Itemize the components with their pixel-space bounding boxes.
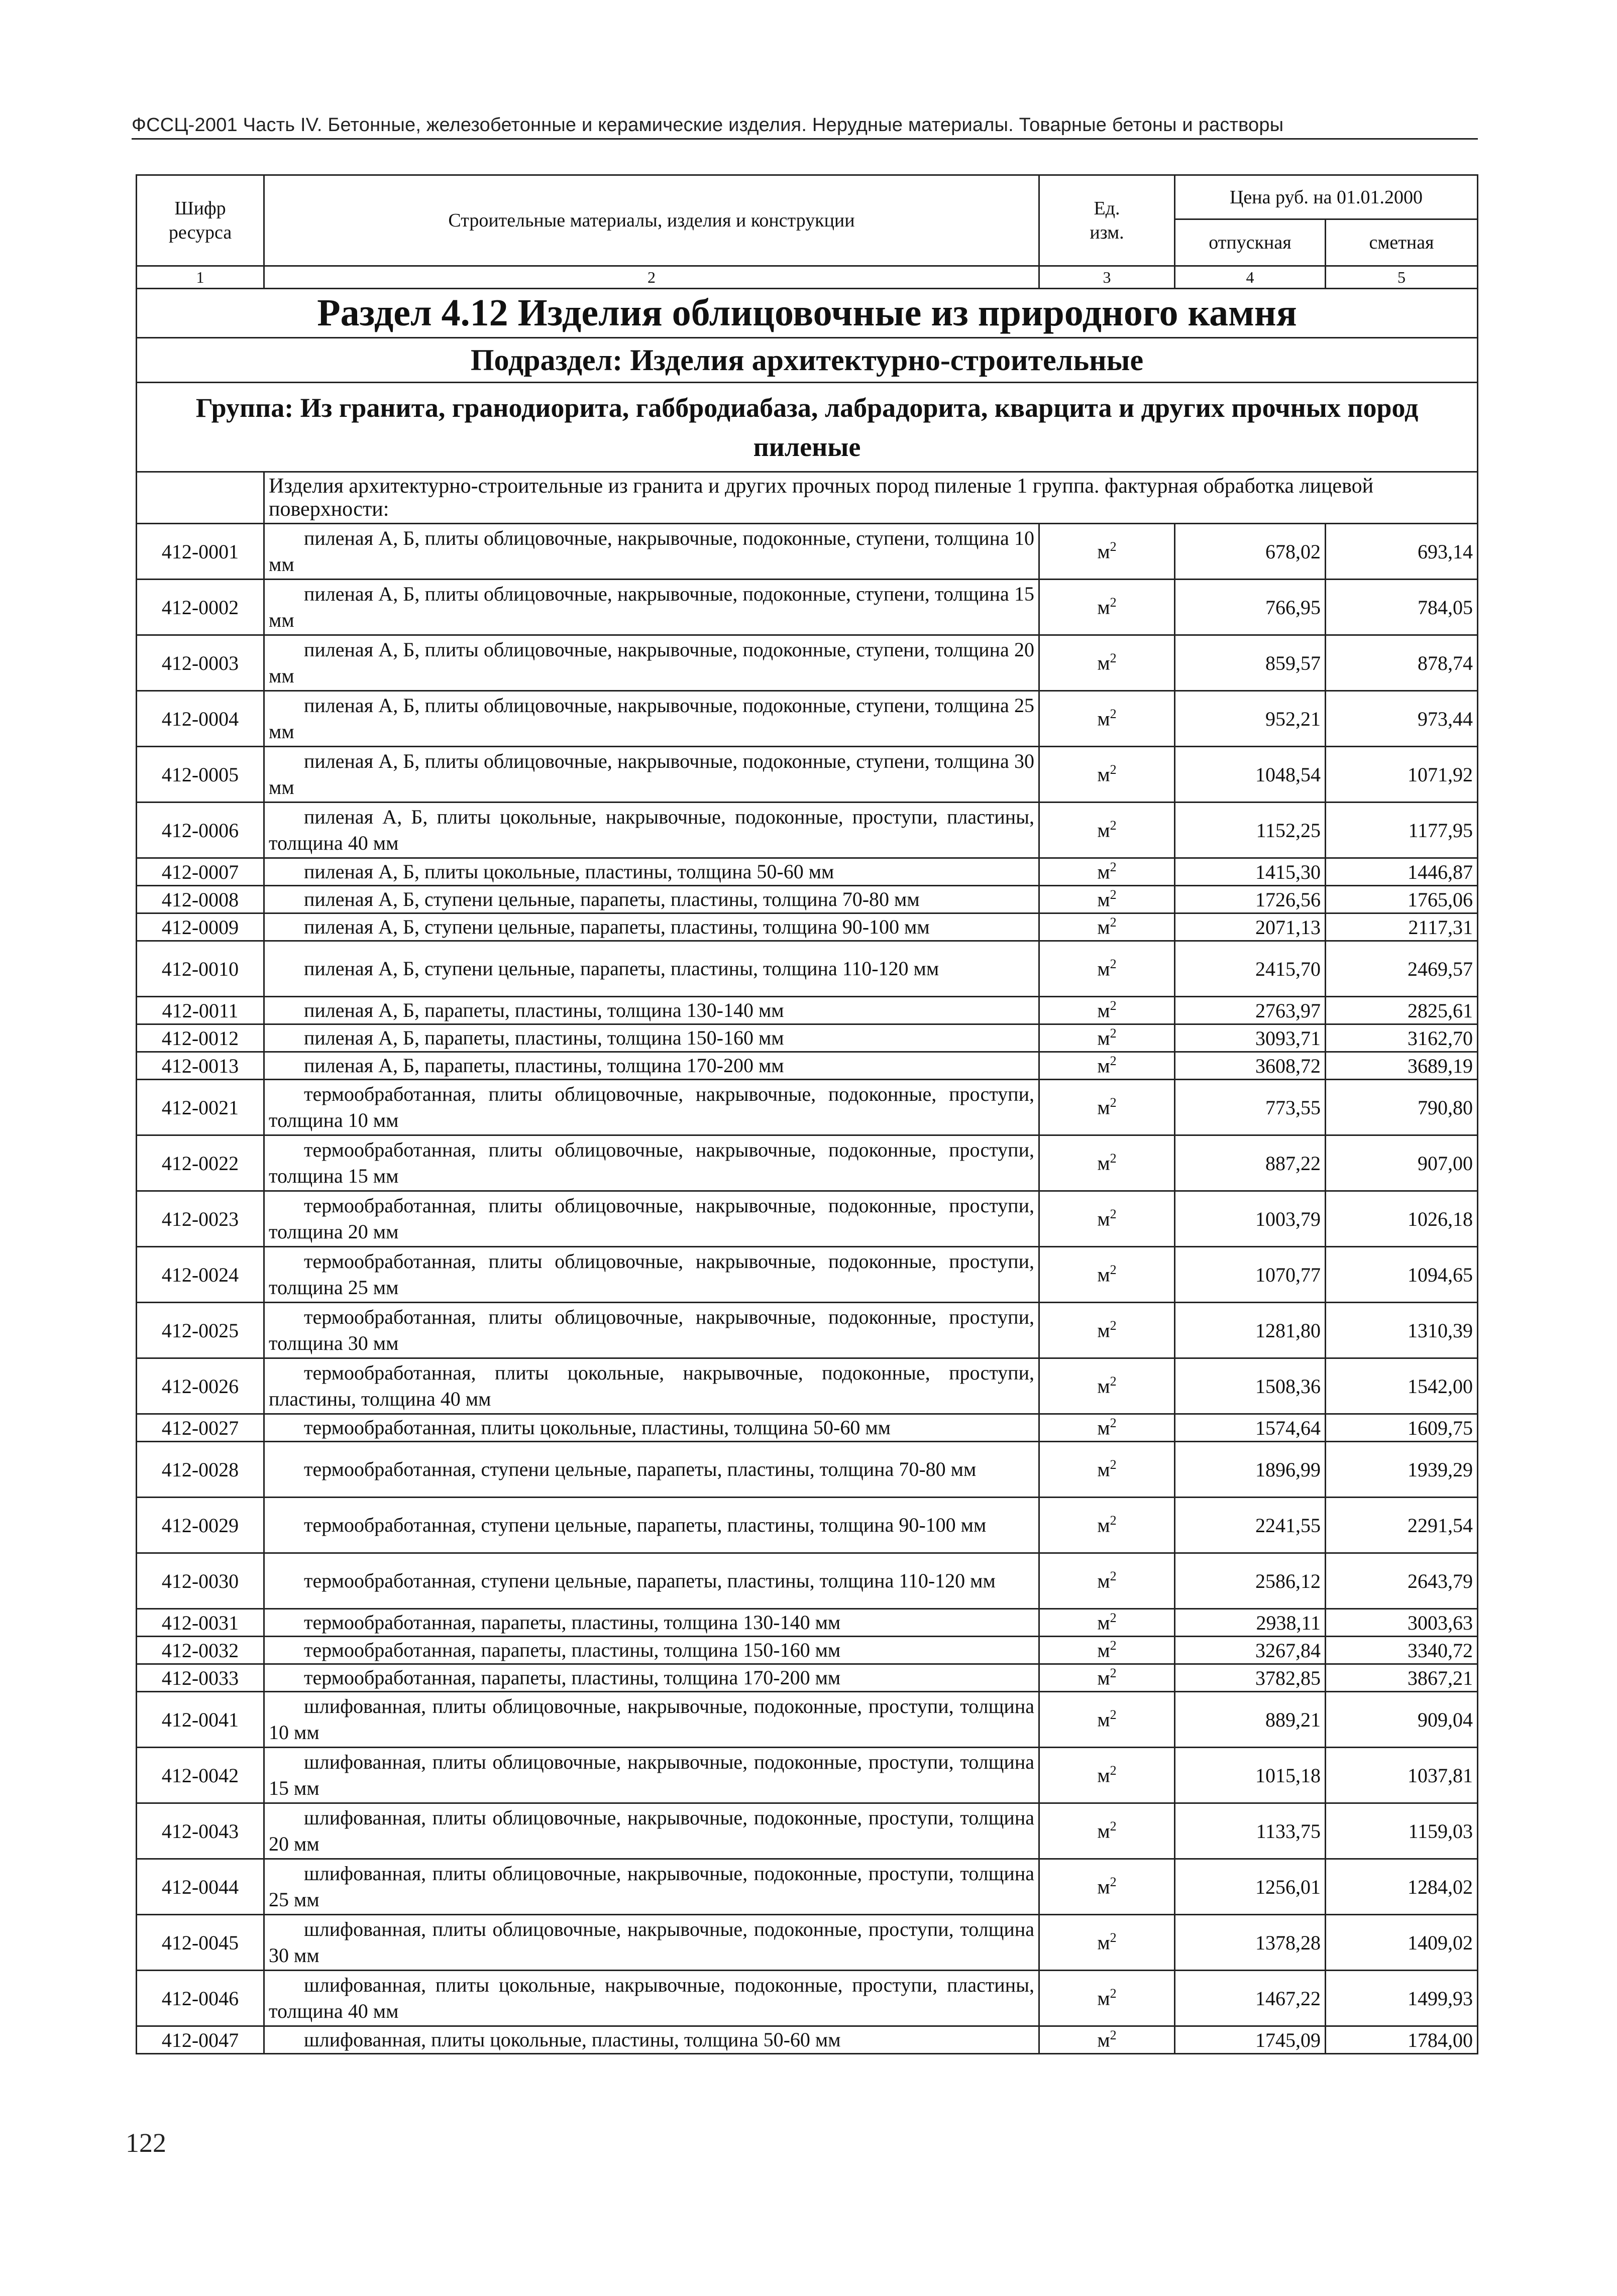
resource-code: 412-0023: [137, 1191, 264, 1247]
unit-of-measure: [1039, 1191, 1175, 1247]
unit-exponent: 2: [1110, 915, 1117, 930]
unit-exponent: 2: [1110, 1930, 1117, 1945]
table-row: [137, 802, 1478, 858]
estimate-price: 790,80: [1326, 1080, 1478, 1135]
table-row: [137, 1135, 1478, 1191]
unit-exponent: 2: [1110, 2028, 1117, 2043]
column-number: 5: [1326, 266, 1478, 289]
item-description: шлифованная, плиты облицовочные, накрывочные, подоконные, проступи, толщина 15 мм: [264, 1748, 1039, 1803]
unit-symbol: м: [1097, 1207, 1110, 1230]
item-description: пиленая А, Б, плиты облицовочные, накрывочные, подоконные, ступени, толщина 25 мм: [264, 691, 1039, 747]
table-row: [137, 1664, 1478, 1692]
unit-symbol: м: [1097, 1416, 1110, 1439]
estimate-price: 2643,79: [1326, 1553, 1478, 1609]
resource-code: 412-0011: [137, 997, 264, 1024]
release-price: 2241,55: [1175, 1498, 1326, 1553]
unit-exponent: 2: [1110, 762, 1117, 777]
unit-symbol: м: [1097, 1458, 1110, 1481]
unit-symbol: м: [1097, 1666, 1110, 1689]
subsection-title: Подраздел: Изделия архитектурно-строительные: [137, 338, 1478, 383]
release-price: 1415,30: [1175, 858, 1326, 886]
estimate-price: 2825,61: [1326, 997, 1478, 1024]
unit-symbol: м: [1097, 1026, 1110, 1050]
item-description: термообработанная, ступени цельные, парапеты, пластины, толщина 70-80 мм: [264, 1442, 1039, 1498]
release-price: 952,21: [1175, 691, 1326, 747]
unit-of-measure: [1039, 1442, 1175, 1498]
estimate-price: 3867,21: [1326, 1664, 1478, 1692]
unit-exponent: 2: [1110, 1457, 1117, 1472]
estimate-price: 909,04: [1326, 1692, 1478, 1748]
resource-code: 412-0013: [137, 1052, 264, 1080]
section-row: [137, 289, 1478, 338]
estimate-price: 973,44: [1326, 691, 1478, 747]
release-price: 1003,79: [1175, 1191, 1326, 1247]
table-row: [137, 635, 1478, 691]
estimate-price: 1609,75: [1326, 1414, 1478, 1442]
table-row: [137, 941, 1478, 997]
item-description: термообработанная, плиты цокольные, накрывочные, подоконные, проступи, пластины, толщина 40 мм: [264, 1358, 1039, 1414]
estimate-price: 1026,18: [1326, 1191, 1478, 1247]
estimate-price: 1765,06: [1326, 886, 1478, 913]
estimate-price: 3689,19: [1326, 1052, 1478, 1080]
item-description: пиленая А, Б, ступени цельные, парапеты, пластины, толщина 90-100 мм: [264, 913, 1039, 941]
unit-exponent: 2: [1110, 1819, 1117, 1834]
unit-symbol: м: [1097, 1319, 1110, 1342]
unit-of-measure: [1039, 524, 1175, 580]
column-header-price-group: Цена руб. на 01.01.2000: [1175, 175, 1478, 219]
item-description: пиленая А, Б, плиты облицовочные, накрывочные, подоконные, ступени, толщина 15 мм: [264, 580, 1039, 635]
resource-code: 412-0008: [137, 886, 264, 913]
unit-symbol: м: [1097, 1611, 1110, 1634]
unit-exponent: 2: [1110, 595, 1117, 610]
table-row: [137, 1859, 1478, 1915]
table-row: [137, 886, 1478, 913]
item-description: шлифованная, плиты облицовочные, накрывочные, подоконные, проступи, толщина 30 мм: [264, 1915, 1039, 1971]
table-row: [137, 1748, 1478, 1803]
item-description: шлифованная, плиты цокольные, накрывочные, подоконные, проступи, пластины, толщина 40 мм: [264, 1971, 1039, 2026]
table-row: [137, 1414, 1478, 1442]
unit-of-measure: [1039, 747, 1175, 802]
group-title: Группа: Из гранита, гранодиорита, габбродиабаза, лабрадорита, кварцита и других прочных пород пиленые: [137, 383, 1478, 472]
item-description: термообработанная, плиты облицовочные, накрывочные, подоконные, проступи, толщина 10 мм: [264, 1080, 1039, 1135]
item-description: термообработанная, плиты цокольные, пластины, толщина 50-60 мм: [264, 1414, 1039, 1442]
item-description: термообработанная, парапеты, пластины, толщина 130-140 мм: [264, 1609, 1039, 1637]
unit-of-measure: [1039, 580, 1175, 635]
item-description: термообработанная, плиты облицовочные, накрывочные, подоконные, проступи, толщина 25 мм: [264, 1247, 1039, 1303]
column-header-name: Строительные материалы, изделия и конструкции: [264, 175, 1039, 266]
unit-symbol: м: [1097, 915, 1110, 939]
unit-symbol: м: [1097, 888, 1110, 911]
page-header: ФССЦ-2001 Часть IV. Бетонные, железобетонные и керамические изделия. Нерудные материалы. Товарные бетоны и растворы: [132, 114, 1478, 140]
table-row: [137, 1247, 1478, 1303]
estimate-price: 1939,29: [1326, 1442, 1478, 1498]
item-description: пиленая А, Б, парапеты, пластины, толщина 170-200 мм: [264, 1052, 1039, 1080]
unit-of-measure: [1039, 1498, 1175, 1553]
unit-symbol: м: [1097, 1096, 1110, 1119]
release-price: 1467,22: [1175, 1971, 1326, 2026]
subsection-row: [137, 338, 1478, 383]
item-description: термообработанная, ступени цельные, парапеты, пластины, толщина 110-120 мм: [264, 1553, 1039, 1609]
unit-symbol: м: [1097, 2028, 1110, 2051]
column-header-estimate-price: сметная: [1326, 219, 1478, 266]
table-row: [137, 858, 1478, 886]
unit-exponent: 2: [1110, 1151, 1117, 1166]
resource-code: 412-0010: [137, 941, 264, 997]
unit-symbol: м: [1097, 1875, 1110, 1898]
resource-code: 412-0007: [137, 858, 264, 886]
table-row: [137, 1553, 1478, 1609]
resource-code: 412-0005: [137, 747, 264, 802]
column-header-unit: Ед. изм.: [1039, 175, 1175, 266]
unit-exponent: 2: [1110, 1374, 1117, 1389]
unit-of-measure: [1039, 997, 1175, 1024]
intro-code-cell: [137, 472, 264, 524]
unit-exponent: 2: [1110, 860, 1117, 875]
item-description: пиленая А, Б, ступени цельные, парапеты, пластины, толщина 110-120 мм: [264, 941, 1039, 997]
table-row: [137, 1803, 1478, 1859]
price-table: [136, 174, 1478, 2054]
unit-exponent: 2: [1110, 818, 1117, 833]
table-row: [137, 1303, 1478, 1358]
table-row: [137, 1442, 1478, 1498]
release-price: 2586,12: [1175, 1553, 1326, 1609]
unit-of-measure: [1039, 1748, 1175, 1803]
unit-exponent: 2: [1110, 1763, 1117, 1778]
item-description: шлифованная, плиты цокольные, пластины, толщина 50-60 мм: [264, 2026, 1039, 2054]
unit-exponent: 2: [1110, 1611, 1117, 1626]
unit-exponent: 2: [1110, 998, 1117, 1013]
unit-of-measure: [1039, 1247, 1175, 1303]
estimate-price: 693,14: [1326, 524, 1478, 580]
column-header-release-price: отпускная: [1175, 219, 1326, 266]
resource-code: 412-0002: [137, 580, 264, 635]
column-number: 1: [137, 266, 264, 289]
resource-code: 412-0030: [137, 1553, 264, 1609]
item-description: пиленая А, Б, плиты облицовочные, накрывочные, подоконные, ступени, толщина 20 мм: [264, 635, 1039, 691]
estimate-price: 2469,57: [1326, 941, 1478, 997]
item-description: шлифованная, плиты облицовочные, накрывочные, подоконные, проступи, толщина 10 мм: [264, 1692, 1039, 1748]
release-price: 2415,70: [1175, 941, 1326, 997]
unit-of-measure: [1039, 1915, 1175, 1971]
release-price: 1745,09: [1175, 2026, 1326, 2054]
unit-symbol: м: [1097, 1374, 1110, 1398]
item-description: шлифованная, плиты облицовочные, накрывочные, подоконные, проступи, толщина 25 мм: [264, 1859, 1039, 1915]
resource-code: 412-0009: [137, 913, 264, 941]
estimate-price: 1446,87: [1326, 858, 1478, 886]
unit-symbol: м: [1097, 707, 1110, 730]
item-description: термообработанная, ступени цельные, парапеты, пластины, толщина 90-100 мм: [264, 1498, 1039, 1553]
unit-exponent: 2: [1110, 651, 1117, 666]
resource-code: 412-0026: [137, 1358, 264, 1414]
unit-of-measure: [1039, 1637, 1175, 1664]
release-price: 1896,99: [1175, 1442, 1326, 1498]
resource-code: 412-0043: [137, 1803, 264, 1859]
group-row: [137, 383, 1478, 472]
release-price: 1048,54: [1175, 747, 1326, 802]
table-row: [137, 1971, 1478, 2026]
table-row: [137, 1191, 1478, 1247]
resource-code: 412-0042: [137, 1748, 264, 1803]
unit-exponent: 2: [1110, 1416, 1117, 1431]
estimate-price: 3162,70: [1326, 1024, 1478, 1052]
estimate-price: 907,00: [1326, 1135, 1478, 1191]
column-header-code: Шифр ресурса: [137, 175, 264, 266]
resource-code: 412-0029: [137, 1498, 264, 1553]
unit-of-measure: [1039, 1303, 1175, 1358]
resource-code: 412-0006: [137, 802, 264, 858]
intro-text: Изделия архитектурно-строительные из гранита и других прочных пород пиленые 1 группа. фактурная обработка лицевой поверхности:: [264, 472, 1478, 524]
estimate-price: 1159,03: [1326, 1803, 1478, 1859]
estimate-price: 784,05: [1326, 580, 1478, 635]
section-title: Раздел 4.12 Изделия облицовочные из природного камня: [137, 289, 1478, 338]
estimate-price: 1094,65: [1326, 1247, 1478, 1303]
unit-of-measure: [1039, 1052, 1175, 1080]
release-price: 1256,01: [1175, 1859, 1326, 1915]
unit-of-measure: [1039, 1609, 1175, 1637]
release-price: 678,02: [1175, 524, 1326, 580]
unit-exponent: 2: [1110, 1875, 1117, 1890]
table-row: [137, 997, 1478, 1024]
estimate-price: 1409,02: [1326, 1915, 1478, 1971]
resource-code: 412-0004: [137, 691, 264, 747]
item-description: пиленая А, Б, плиты цокольные, накрывочные, подоконные, проступи, пластины, толщина 40 мм: [264, 802, 1039, 858]
table-row: [137, 691, 1478, 747]
unit-of-measure: [1039, 913, 1175, 941]
unit-of-measure: [1039, 941, 1175, 997]
unit-symbol: м: [1097, 1987, 1110, 2010]
unit-symbol: м: [1097, 763, 1110, 786]
resource-code: 412-0024: [137, 1247, 264, 1303]
item-description: пиленая А, Б, парапеты, пластины, толщина 130-140 мм: [264, 997, 1039, 1024]
estimate-price: 1284,02: [1326, 1859, 1478, 1915]
release-price: 773,55: [1175, 1080, 1326, 1135]
unit-exponent: 2: [1110, 1986, 1117, 2001]
unit-of-measure: [1039, 691, 1175, 747]
unit-of-measure: [1039, 1859, 1175, 1915]
column-number: 4: [1175, 266, 1326, 289]
estimate-price: 1499,93: [1326, 1971, 1478, 2026]
column-number: 3: [1039, 266, 1175, 289]
unit-exponent: 2: [1110, 1638, 1117, 1653]
unit-symbol: м: [1097, 860, 1110, 883]
resource-code: 412-0041: [137, 1692, 264, 1748]
release-price: 1070,77: [1175, 1247, 1326, 1303]
release-price: 887,22: [1175, 1135, 1326, 1191]
unit-exponent: 2: [1110, 1095, 1117, 1110]
table-row: [137, 1915, 1478, 1971]
column-numbers-row: [137, 266, 1478, 289]
unit-of-measure: [1039, 1664, 1175, 1692]
unit-exponent: 2: [1110, 1707, 1117, 1723]
unit-symbol: м: [1097, 1639, 1110, 1662]
unit-of-measure: [1039, 1414, 1175, 1442]
resource-code: 412-0003: [137, 635, 264, 691]
unit-symbol: м: [1097, 1931, 1110, 1954]
unit-exponent: 2: [1110, 707, 1117, 722]
release-price: 1726,56: [1175, 886, 1326, 913]
unit-exponent: 2: [1110, 539, 1117, 554]
item-description: термообработанная, плиты облицовочные, накрывочные, подоконные, проступи, толщина 15 мм: [264, 1135, 1039, 1191]
estimate-price: 1310,39: [1326, 1303, 1478, 1358]
table-row: [137, 1609, 1478, 1637]
unit-of-measure: [1039, 1135, 1175, 1191]
resource-code: 412-0047: [137, 2026, 264, 2054]
release-price: 889,21: [1175, 1692, 1326, 1748]
item-description: шлифованная, плиты облицовочные, накрывочные, подоконные, проступи, толщина 20 мм: [264, 1803, 1039, 1859]
release-price: 859,57: [1175, 635, 1326, 691]
table-row: [137, 524, 1478, 580]
release-price: 1152,25: [1175, 802, 1326, 858]
unit-of-measure: [1039, 2026, 1175, 2054]
unit-symbol: м: [1097, 540, 1110, 563]
unit-exponent: 2: [1110, 1026, 1117, 1041]
unit-of-measure: [1039, 1358, 1175, 1414]
unit-exponent: 2: [1110, 1054, 1117, 1069]
item-description: пиленая А, Б, плиты цокольные, пластины, толщина 50-60 мм: [264, 858, 1039, 886]
resource-code: 412-0012: [137, 1024, 264, 1052]
unit-of-measure: [1039, 1553, 1175, 1609]
resource-code: 412-0046: [137, 1971, 264, 2026]
intro-row: [137, 472, 1478, 524]
unit-exponent: 2: [1110, 957, 1117, 972]
estimate-price: 878,74: [1326, 635, 1478, 691]
item-description: термообработанная, парапеты, пластины, толщина 170-200 мм: [264, 1664, 1039, 1692]
resource-code: 412-0022: [137, 1135, 264, 1191]
estimate-price: 3340,72: [1326, 1637, 1478, 1664]
estimate-price: 2117,31: [1326, 913, 1478, 941]
release-price: 1133,75: [1175, 1803, 1326, 1859]
resource-code: 412-0025: [137, 1303, 264, 1358]
unit-of-measure: [1039, 886, 1175, 913]
unit-exponent: 2: [1110, 887, 1117, 902]
item-description: термообработанная, плиты облицовочные, накрывочные, подоконные, проступи, толщина 30 мм: [264, 1303, 1039, 1358]
resource-code: 412-0028: [137, 1442, 264, 1498]
unit-symbol: м: [1097, 651, 1110, 674]
table-row: [137, 1052, 1478, 1080]
unit-of-measure: [1039, 1024, 1175, 1052]
release-price: 2763,97: [1175, 997, 1326, 1024]
unit-exponent: 2: [1110, 1318, 1117, 1333]
release-price: 3608,72: [1175, 1052, 1326, 1080]
release-price: 2938,11: [1175, 1609, 1326, 1637]
release-price: 1508,36: [1175, 1358, 1326, 1414]
unit-symbol: м: [1097, 999, 1110, 1022]
item-description: термообработанная, плиты облицовочные, накрывочные, подоконные, проступи, толщина 20 мм: [264, 1191, 1039, 1247]
unit-symbol: м: [1097, 957, 1110, 980]
release-price: 1015,18: [1175, 1748, 1326, 1803]
resource-code: 412-0031: [137, 1609, 264, 1637]
estimate-price: 1037,81: [1326, 1748, 1478, 1803]
table-row: [137, 747, 1478, 802]
unit-of-measure: [1039, 802, 1175, 858]
release-price: 3093,71: [1175, 1024, 1326, 1052]
unit-exponent: 2: [1110, 1666, 1117, 1681]
item-description: пиленая А, Б, ступени цельные, парапеты, пластины, толщина 70-80 мм: [264, 886, 1039, 913]
column-number: 2: [264, 266, 1039, 289]
resource-code: 412-0033: [137, 1664, 264, 1692]
unit-symbol: м: [1097, 596, 1110, 619]
estimate-price: 1784,00: [1326, 2026, 1478, 2054]
unit-symbol: м: [1097, 1819, 1110, 1843]
item-description: пиленая А, Б, плиты облицовочные, накрывочные, подоконные, ступени, толщина 30 мм: [264, 747, 1039, 802]
item-description: пиленая А, Б, парапеты, пластины, толщина 150-160 мм: [264, 1024, 1039, 1052]
item-description: пиленая А, Б, плиты облицовочные, накрывочные, подоконные, ступени, толщина 10 мм: [264, 524, 1039, 580]
estimate-price: 1071,92: [1326, 747, 1478, 802]
unit-symbol: м: [1097, 819, 1110, 842]
release-price: 3267,84: [1175, 1637, 1326, 1664]
table-header-row: [137, 175, 1478, 219]
unit-symbol: м: [1097, 1054, 1110, 1077]
unit-of-measure: [1039, 1080, 1175, 1135]
table-row: [137, 1358, 1478, 1414]
unit-exponent: 2: [1110, 1513, 1117, 1528]
unit-symbol: м: [1097, 1152, 1110, 1175]
estimate-price: 1542,00: [1326, 1358, 1478, 1414]
estimate-price: 2291,54: [1326, 1498, 1478, 1553]
table-row: [137, 1692, 1478, 1748]
unit-symbol: м: [1097, 1514, 1110, 1537]
table-row: [137, 580, 1478, 635]
table-row: [137, 2026, 1478, 2054]
resource-code: 412-0001: [137, 524, 264, 580]
resource-code: 412-0032: [137, 1637, 264, 1664]
unit-of-measure: [1039, 1692, 1175, 1748]
unit-of-measure: [1039, 1971, 1175, 2026]
page-number: 122: [126, 2128, 166, 2158]
release-price: 2071,13: [1175, 913, 1326, 941]
table-row: [137, 1637, 1478, 1664]
estimate-price: 3003,63: [1326, 1609, 1478, 1637]
release-price: 766,95: [1175, 580, 1326, 635]
unit-symbol: м: [1097, 1764, 1110, 1787]
resource-code: 412-0044: [137, 1859, 264, 1915]
resource-code: 412-0045: [137, 1915, 264, 1971]
resource-code: 412-0021: [137, 1080, 264, 1135]
unit-symbol: м: [1097, 1569, 1110, 1592]
unit-of-measure: [1039, 1803, 1175, 1859]
release-price: 1378,28: [1175, 1915, 1326, 1971]
table-row: [137, 1080, 1478, 1135]
release-price: 1281,80: [1175, 1303, 1326, 1358]
release-price: 3782,85: [1175, 1664, 1326, 1692]
item-description: термообработанная, парапеты, пластины, толщина 150-160 мм: [264, 1637, 1039, 1664]
estimate-price: 1177,95: [1326, 802, 1478, 858]
unit-exponent: 2: [1110, 1207, 1117, 1222]
unit-symbol: м: [1097, 1263, 1110, 1286]
table-row: [137, 913, 1478, 941]
table-row: [137, 1498, 1478, 1553]
unit-of-measure: [1039, 635, 1175, 691]
resource-code: 412-0027: [137, 1414, 264, 1442]
unit-symbol: м: [1097, 1708, 1110, 1731]
table-row: [137, 1024, 1478, 1052]
unit-exponent: 2: [1110, 1569, 1117, 1584]
unit-exponent: 2: [1110, 1262, 1117, 1278]
unit-of-measure: [1039, 858, 1175, 886]
release-price: 1574,64: [1175, 1414, 1326, 1442]
